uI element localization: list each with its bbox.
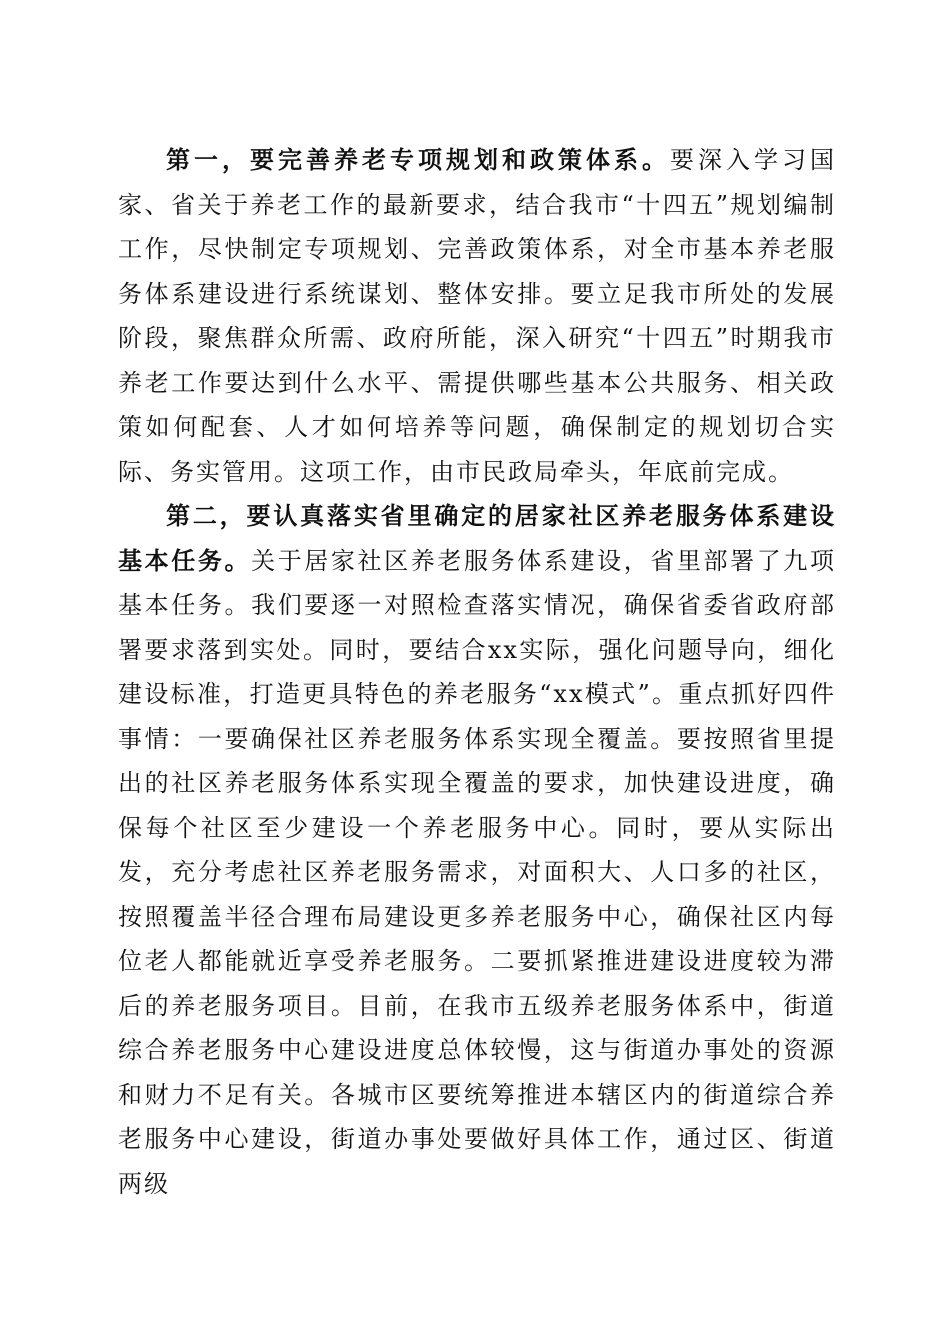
paragraph-2-heading: 第二，要认真落实省里确定的居家社区养老服务体系建设基本任务。 [118,501,836,575]
paragraph-1 [118,138,836,494]
paragraph-1-text: 要深入学习国家、省关于养老工作的最新要求，结合我市“十四五”规划编制工作，尽快制定专项规划、完善政策体系，对全市基本养老服务体系建设进行系统谋划、整体安排。要立足我市所处的发展阶段，聚焦群众所需、政府所能，深入研究“十四五”时期我市养老工作要达到什么水平、需提供哪些基本公共服务、相关政策如何配套、人才如何培养等问题，确保制定的规划切合实际、务实管用。这项工作，由市民政局牵头，年底前完成。 [118,146,836,486]
document-body [118,138,836,1206]
paragraph-2-text: 关于居家社区养老服务体系建设，省里部署了九项基本任务。我们要逐一对照检查落实情况，确保省委省政府部署要求落到实处。同时，要结合xx实际，强化问题导向，细化建设标准，打造更具特色的养老服务“xx模式”。重点抓好四件事情：一要确保社区养老服务体系实现全覆盖。要按照省里提出的社区养老服务体系实现全覆盖的要求，加快建设进度，确保每个社区至少建设一个养老服务中心。同时，要从实际出发，充分考虑社区养老服务需求，对面积大、人口多的社区，按照覆盖半径合理布局建设更多养老服务中心，确保社区内每位老人都能就近享受养老服务。二要抓紧推进建设进度较为滞后的养老服务项目。目前，在我市五级养老服务体系中，街道综合养老服务中心建设进度总体较慢，这与街道办事处的资源和财力不足有关。各城市区要统筹推进本辖区内的街道综合养老服务中心建设，街道办事处要做好具体工作，通过区、街道两级 [118,546,836,1198]
paragraph-2 [118,494,836,1206]
paragraph-1-heading: 第一，要完善养老专项规划和政策体系。 [166,145,670,174]
